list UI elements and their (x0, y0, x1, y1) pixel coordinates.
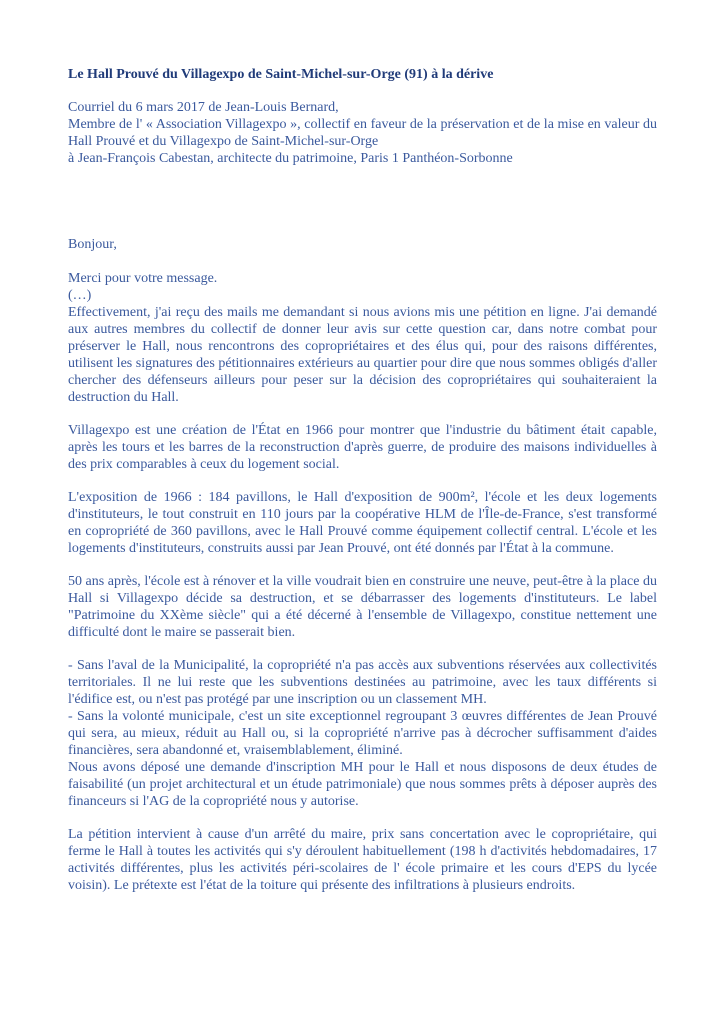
header-recipient-line: à Jean-François Cabestan, architecte du patrimoine, Paris 1 Panthéon-Sorbonne (68, 151, 513, 166)
header-sender-line: Membre de l' « Association Villagexpo », collectif en faveur de la préservation et de la mise en valeur du Hall Prouvé et du Villagexpo de Saint-Michel-sur-Orge (68, 117, 657, 149)
paragraph-arrete-du-maire: La pétition intervient à cause d'un arrêté du maire, prix sans concertation avec le copropriétaire, qui ferme le Hall à toutes les activités qui s'y déroulent habituellement (198 h d'activités hebdomadaires, 17 activités différentes, plus les activités péri-scolaires de l' école primaire et les cours d'EPS du lycée voisin). Le prétexte est l'état de la toiture qui présente des infiltrations à plusieurs endroits. (68, 827, 657, 893)
paragraph-50-ans-apres: 50 ans après, l'école est à rénover et la ville voudrait bien en construire une neuve, peut-être à la place du Hall si Villagexpo décide sa destruction, et se débarrasser des logements d'instituteurs. Le label "Patrimoine du XXème siècle" qui a été décerné à l'ensemble de Villagexpo, constitue nettement une difficulté dont le maire se passerait bien. (68, 574, 657, 640)
paragraph-demande-inscription-mh: Nous avons déposé une demande d'inscription MH pour le Hall et nous disposons de deux études de faisabilité (un projet architectural et un étude patrimoniale) que nous sommes prêts à déposer auprès des financeurs si l'AG de la copropriété nous y autorise. (68, 760, 657, 809)
header-courriel-line: Courriel du 6 mars 2017 de Jean-Louis Bernard, (68, 100, 339, 115)
thanks-line: Merci pour votre message. (68, 271, 218, 286)
paragraph-sans-volonte-municipale: - Sans la volonté municipale, c'est un site exceptionnel regroupant 3 œuvres différentes de Jean Prouvé qui sera, au mieux, réduit au Hall ou, si la copropriété n'arrive pas à décrocher suffisamment d'aides financières, sera abandonné et, vraisemblablement, éliminé. (68, 709, 657, 758)
greeting-line: Bonjour, (68, 237, 117, 252)
paragraph-sans-aval-municipalite: - Sans l'aval de la Municipalité, la copropriété n'a pas accès aux subventions réservées aux collectivités territoriales. Il ne lui reste que les subventions destinées au patrimoine, avec les taux différents si l'édifice est, ou n'est pas protégé par une inscription ou un classement MH. (68, 658, 657, 707)
vertical-gap (68, 167, 657, 236)
ellipsis-line: (…) (68, 288, 92, 303)
paragraph-creation-etat-1966: Villagexpo est une création de l'État en 1966 pour montrer que l'industrie du bâtiment était capable, après les tours et les barres de la reconstruction d'après guerre, de produire des maisons individuelles à des prix comparables à ceux du logement social. (68, 423, 657, 472)
paragraph-petition-en-ligne: Effectivement, j'ai reçu des mails me demandant si nous avions mis une pétition en ligne. J'ai demandé aux autres membres du collectif de donner leur avis sur cette question car, dans notre combat pour préserver le Hall, nous rencontrons des copropriétaires et des élus qui, pour des raisons différentes, utilisent les signatures des pétitionnaires extérieurs au quartier pour dire que nous sommes obligés d'aller chercher des défenseurs ailleurs pour peser sur la décision des copropriétaires qui souhaiteraient la destruction du Hall. (68, 305, 657, 405)
letter-title: Le Hall Prouvé du Villagexpo de Saint-Michel-sur-Orge (91) à la dérive (68, 67, 494, 82)
paragraph-exposition-1966: L'exposition de 1966 : 184 pavillons, le Hall d'exposition de 900m², l'école et les deux logements d'instituteurs, le tout construit en 110 jours par la coopérative HLM de l'Île-de-France, s'est transformé en copropriété de 360 pavillons, avec le Hall Prouvé comme équipement collectif central. L'école et les logements d'instituteurs, construits aussi par Jean Prouvé, ont été donnés par l'État à la commune. (68, 490, 657, 556)
